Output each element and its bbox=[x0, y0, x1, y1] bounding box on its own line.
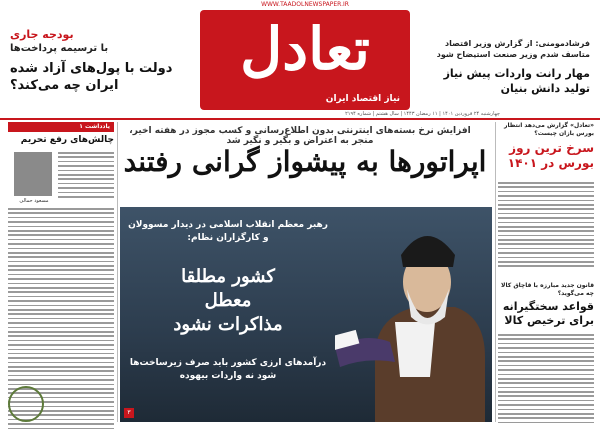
note-title[interactable]: چالش‌های رفع تحریم bbox=[20, 135, 114, 145]
photo-quote-line: مذاکرات نشود bbox=[173, 314, 283, 335]
left-header-headline: دولت با پول‌های آزاد شده ایران چه می‌کند؟ bbox=[10, 61, 173, 93]
newspaper-logo bbox=[200, 10, 410, 110]
logo-tagline: نیاز اقتصاد ایران bbox=[325, 94, 400, 104]
right-header-kicker: فرشادمومنی: از گزارش وزیر اقتصاد متاسف شدم وزیر صنعت استیضاح شود bbox=[436, 39, 590, 59]
photo-caption-top: رهبر معظم انقلاب اسلامی در دیدار مسوولان و کارگزاران نظام: bbox=[128, 220, 328, 243]
right-column-kicker-2: قانون جدید مبارزه با قاچاق کالا چه می‌گوید؟ bbox=[501, 282, 594, 297]
left-column bbox=[8, 122, 114, 422]
photo-quote-line: کشور مطلقا bbox=[181, 266, 275, 287]
right-column-kicker: «تعادل» گزارش می‌دهد انتظار بورس‌ بازان چیست؟ bbox=[503, 122, 594, 137]
header-divider bbox=[0, 118, 600, 120]
article-text-block bbox=[498, 334, 594, 426]
author-avatar bbox=[14, 152, 52, 196]
masthead bbox=[0, 0, 600, 118]
publisher-seal-icon bbox=[8, 386, 44, 422]
left-header-kicker: بودجه جاری bbox=[10, 28, 74, 41]
column-divider bbox=[495, 122, 496, 422]
photo-quote bbox=[128, 265, 328, 337]
note-tag: یادداشت ۱ bbox=[8, 122, 114, 132]
lead-photo[interactable] bbox=[120, 207, 492, 422]
photo-caption-bottom: درآمدهای ارزی کشور باید صرف زیرساخت‌ها شود نه واردات بیهوده bbox=[129, 358, 327, 381]
article-text-block bbox=[498, 182, 594, 270]
lead-headline[interactable]: اپراتورها به پیشواز گرانی رفتند bbox=[123, 145, 487, 178]
right-header-story[interactable] bbox=[420, 38, 590, 96]
right-column-headline-2[interactable]: قواعد سختگیرانه برای ترخیص کالا bbox=[502, 300, 594, 327]
lead-kicker: افزایش نرخ بسته‌های اینترنتی بدون اطلاع‌رسانی و کسب مجوز در هفته اخیر، منجر به اعتراض و بگیر و نگیر شد bbox=[129, 126, 471, 146]
leader-portrait-illustration bbox=[335, 207, 485, 422]
right-column bbox=[498, 122, 594, 422]
photo-quote-line: معطل bbox=[204, 290, 252, 311]
right-header-headline: مهار رانت واردات پیش نیاز تولید دانش بنیان bbox=[443, 67, 590, 95]
website-url: WWW.TAADOLNEWSPAPER.IR bbox=[200, 0, 410, 10]
article-text-block bbox=[58, 152, 114, 200]
logo-text: تعادل bbox=[240, 15, 370, 83]
author-name: مسعود حمالی bbox=[19, 198, 49, 204]
page-reference: ۳ bbox=[124, 408, 134, 418]
right-column-headline[interactable]: سرخ ترین روز بورس در ۱۴۰۱ bbox=[507, 141, 594, 170]
column-divider bbox=[117, 122, 118, 422]
dateline: چهارشنبه ۲۴ فروردین ۱۴۰۱ | ۱۱ رمضان ۱۴۴۳ | سال هشتم | شماره ۲۱۹۴ bbox=[345, 111, 500, 117]
left-header-sub: با ترسیمه پرداخت‌ها bbox=[10, 43, 109, 54]
left-header-story[interactable] bbox=[10, 28, 195, 94]
